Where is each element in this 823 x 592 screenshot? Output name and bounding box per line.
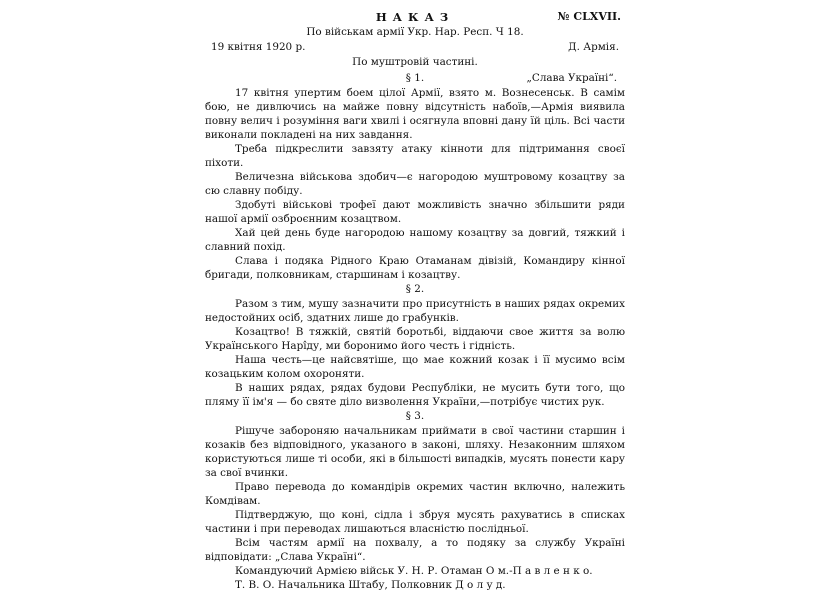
order-number: № CLXVII.	[557, 10, 621, 23]
section-1-mark: § 1.	[405, 72, 425, 84]
section-2-heading	[205, 282, 625, 297]
section-3-heading	[205, 409, 625, 424]
section-2-paragraph: Наша честь—це найсвятіше, що мае кожний козак і її мусимо всім козацьким колом охороняти.	[205, 354, 625, 380]
section-2-paragraph: В наших рядах, рядах будови Республіки, не мусить бути того, що пляму її ім'я — бо святе діло визволення України,—потрібує чистих рук.	[205, 382, 625, 408]
order-title: НАКАЗ	[375, 10, 455, 24]
section-1-heading	[205, 71, 625, 86]
section-3-paragraph: Право перевода до командірів окремих частин включно, належить Комдівам.	[205, 481, 625, 507]
section-3-paragraph: Підтверджую, що коні, сідла і збруя мусять рахуватись в списках частини і при переводах лишаються власністю послідньої.	[205, 509, 625, 535]
order-topic: По муштровій частині.	[352, 56, 478, 68]
section-1-paragraph: Слава і подяка Рідного Краю Отаманам дівізій, Командиру кінної бригади, полковникам, старшинам і козацтву.	[205, 255, 625, 281]
signature-chief-of-staff: Т. В. О. Начальника Штабу, Полковник Д о л у д.	[235, 579, 506, 591]
order-dateline	[205, 40, 625, 55]
section-1-paragraph: Треба підкреслити завзяту атаку кінноти для підтримання своєї піхоти.	[205, 143, 625, 169]
signature-commander: Командуючий Армією військ У. Н. Р. Отаман О м.-П а в л е н к о.	[235, 565, 593, 577]
order-army: Д. Армія.	[568, 41, 619, 53]
order-header	[205, 10, 625, 25]
section-1-paragraph: Хай цей день буде нагородою нашому козацтву за довгий, тяжкий і славний похід.	[205, 227, 625, 253]
section-3-paragraph: Рішуче забороняю начальникам приймати в свої частини старшин і козаків без відповідного, указаного в законі, шляху. Незаконним шляхом користуються лише ті особи, які в більшості випадків, мусять понести кару за свої вчинки.	[205, 425, 625, 479]
order-subtitle: По військам армії Укр. Нар. Респ. Ч 18.	[306, 26, 524, 38]
section-2-paragraph: Разом з тим, мушу зазначити про присутність в наших рядах окремих недостойних осіб, здатних лише до грабунків.	[205, 298, 625, 324]
section-3-paragraph: Всім частям армії на похвалу, а то подяку за службу Україні відповідати: „Слава Україні“.	[205, 537, 625, 563]
section-1-slogan: „Слава Україні“.	[526, 72, 617, 84]
order-document	[205, 10, 625, 591]
section-1-paragraph: Здобуті військові трофеї дают можливість значно збільшити ряди нашої армії озброєнним козацтвом.	[205, 199, 625, 225]
order-date: 19 квітня 1920 р.	[211, 41, 306, 53]
section-2-paragraph: Козацтво! В тяжкій, святій боротьбі, віддаючи свое життя за волю Українського Нарîду, ми боронимо його честь і гідність.	[205, 326, 625, 352]
section-2-mark: § 2.	[405, 283, 425, 295]
section-1-paragraph: 17 квітня упертим боем цілої Армії, взято м. Вознесенськ. В самім бою, не дивлючись на майже повну відсутність набоїв,—Армія виявила повну велич і розуміння ваги хвилі і осягнула вповні дану їй ціль. Всі части виконали покладені на них завдання.	[205, 87, 625, 141]
section-1-paragraph: Величезна військова здобич—є нагородою муштровому козацтву за сю славну побіду.	[205, 171, 625, 197]
section-3-mark: § 3.	[405, 410, 425, 422]
